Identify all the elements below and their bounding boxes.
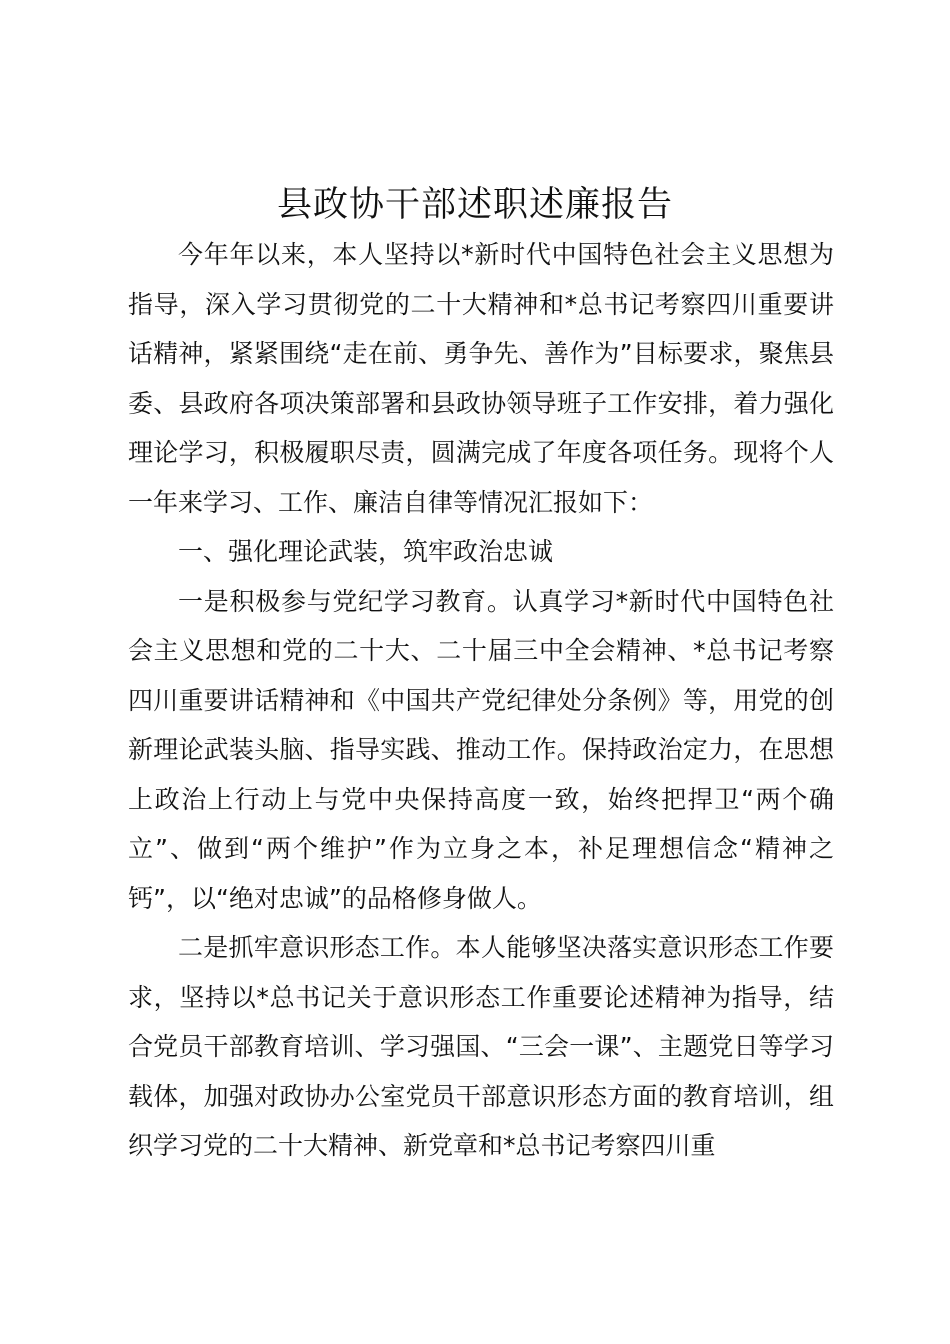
paragraph-point-2: 二是抓牢意识形态工作。本人能够坚决落实意识形态工作要求，坚持以*总书记关于意识形态工作重要论述精神为指导，结合党员干部教育培训、学习强国、“三会一课”、主题党日等学习载体，加强对政协办公室党员干部意识形态方面的教育培训，组织学习党的二十大精神、新党章和*总书记考察四川重 bbox=[128, 933, 834, 1160]
paragraph-intro: 今年年以来，本人坚持以*新时代中国特色社会主义思想为指导，深入学习贯彻党的二十大精神和*总书记考察四川重要讲话精神，紧紧围绕“走在前、勇争先、善作为”目标要求，聚焦县委、县政府各项决策部署和县政协领导班子工作安排，着力强化理论学习，积极履职尽责，圆满完成了年度各项任务。现将个人一年来学习、工作、廉洁自律等情况汇报如下： bbox=[128, 240, 834, 517]
document-body bbox=[128, 230, 834, 1171]
paragraph-point-1: 一是积极参与党纪学习教育。认真学习*新时代中国特色社会主义思想和党的二十大、二十届三中全会精神、*总书记考察四川重要讲话精神和《中国共产党纪律处分条例》等，用党的创新理论武装头脑、指导实践、推动工作。保持政治定力，在思想上政治上行动上与党中央保持高度一致，始终把捍卫“两个确立”、做到“两个维护”作为立身之本，补足理想信念“精神之钙”，以“绝对忠诚”的品格修身做人。 bbox=[128, 586, 834, 913]
section-heading-1: 一、强化理论武装，筑牢政治忠诚 bbox=[178, 537, 554, 566]
document-title: 县政协干部述职述廉报告 bbox=[276, 185, 673, 225]
